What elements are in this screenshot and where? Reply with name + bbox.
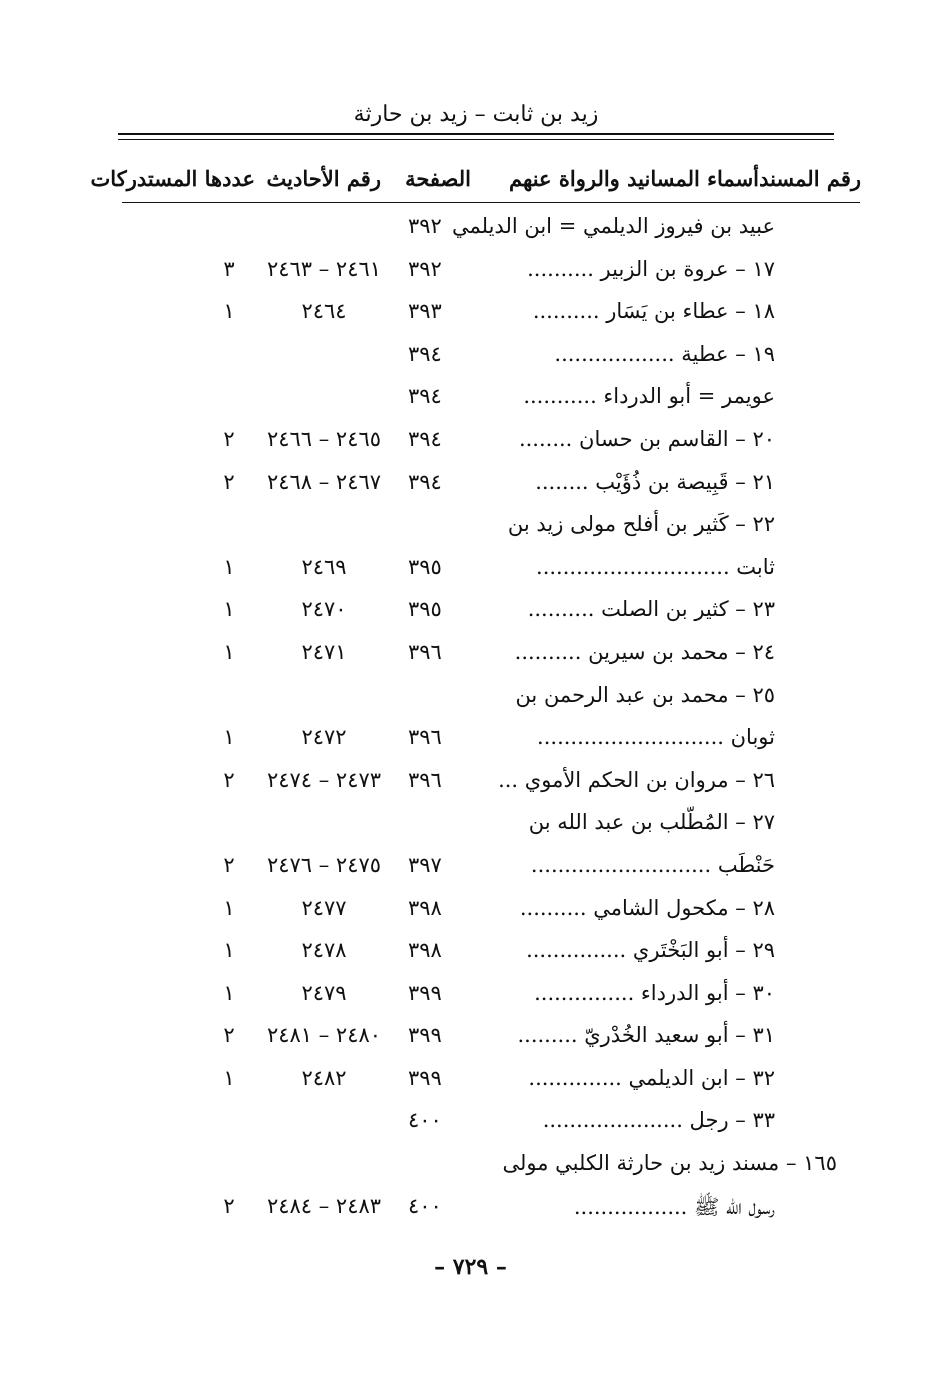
index-row (0, 1151, 941, 1194)
index-row (0, 1023, 941, 1066)
entry-count: ١ (223, 299, 235, 324)
entry-name: حَنْطَب ........................... (530, 852, 775, 877)
entry-name: ٢٦ – مروان بن الحكم الأموي ... (498, 767, 775, 792)
header-rule-thin (118, 139, 834, 140)
entry-count: ١ (223, 597, 235, 622)
entry-name: ٣٠ – أبو الدرداء ............... (534, 980, 775, 1005)
entry-page: ٣٩٢ (408, 256, 442, 281)
entry-hadith-numbers: ٢٤٧٨ (301, 938, 347, 963)
entry-page: ٣٩٦ (408, 725, 442, 750)
entry-name: رسول الله ﷺ ................. (573, 1194, 775, 1219)
entry-name: عبيد بن فيروز الديلمي = ابن الديلمي (451, 214, 775, 238)
entry-page: ٣٩٩ (408, 1065, 442, 1090)
entry-hadith-numbers: ٢٤٦١ – ٢٤٦٣ (266, 256, 382, 281)
entry-count: ١ (223, 980, 235, 1005)
entry-page: ٣٩٦ (408, 639, 442, 664)
entry-name: ٢٨ – مكحول الشامي .......... (519, 895, 775, 920)
index-row (0, 342, 941, 385)
entry-page: ٣٩٧ (408, 852, 442, 877)
index-row (0, 555, 941, 598)
entry-name: ٣١ – أبو سعيد الخُدْريّ ......... (517, 1023, 775, 1048)
entry-hadith-numbers: ٢٤٦٥ – ٢٤٦٦ (266, 426, 382, 451)
entry-count: ٢ (223, 1023, 235, 1048)
entry-hadith-numbers: ٢٤٧٩ (301, 980, 347, 1005)
running-title: زيد بن ثابت – زيد بن حارثة (353, 102, 599, 127)
index-row (0, 981, 941, 1024)
entry-name: ٢٧ – المُطّلب بن عبد الله بن (528, 810, 775, 835)
entry-name: ١٧ – عروة بن الزبير .......... (527, 256, 775, 281)
entry-count: ١ (223, 1065, 235, 1090)
entry-count: ٢ (223, 469, 235, 494)
entry-name: ٢٣ – كثير بن الصلت .......... (527, 597, 775, 622)
page-number: – ٧٢٩ – (434, 1254, 507, 1280)
entry-name: ١٦٥ – مسند زيد بن حارثة الكلبي مولى (502, 1151, 837, 1176)
entry-name: ٢١ – قَبِيصة بن ذُؤَيْب ........ (535, 469, 775, 494)
header-page: الصفحة (405, 166, 471, 191)
entry-hadith-numbers: ٢٤٨٣ – ٢٤٨٤ (266, 1193, 382, 1218)
entry-name: ٢٥ – محمد بن عبد الرحمن بن (515, 682, 775, 707)
entry-page: ٣٩٨ (408, 938, 442, 963)
entry-name: ١٨ – عطاء بن يَسَار .......... (532, 299, 775, 324)
entry-name: ثوبان ............................ (537, 725, 775, 750)
entry-count: ١ (223, 938, 235, 963)
entry-page: ٤٠٠ (408, 1108, 442, 1133)
index-row (0, 299, 941, 342)
entry-count: ٢ (223, 426, 235, 451)
entry-hadith-numbers: ٢٤٧٢ (301, 725, 347, 750)
index-row (0, 470, 941, 513)
entry-page: ٣٩٤ (408, 469, 442, 494)
index-row (0, 810, 941, 853)
index-row (0, 427, 941, 470)
entry-name: ٢٩ – أبو البَخْتَري ............... (526, 938, 775, 963)
index-table (0, 214, 941, 1236)
entry-hadith-numbers: ٢٤٧١ (301, 639, 347, 664)
column-header-rule (122, 202, 860, 203)
entry-page: ٣٩٤ (408, 426, 442, 451)
entry-count: ١ (223, 554, 235, 579)
entry-name: ٢٠ – القاسم بن حسان ........ (518, 426, 775, 451)
entry-name: عويمر = أبو الدرداء ........... (523, 384, 775, 409)
entry-page: ٣٩٣ (408, 299, 442, 324)
entry-page: ٤٠٠ (408, 1193, 442, 1218)
entry-name: ٣٣ – رجل ..................... (542, 1108, 775, 1133)
index-row (0, 257, 941, 300)
index-row (0, 896, 941, 939)
entry-name: ٢٢ – كَثير بن أفلح مولى زيد بن (507, 512, 775, 537)
entry-hadith-numbers: ٢٤٨٢ (301, 1065, 347, 1090)
index-row (0, 1108, 941, 1151)
entry-count: ٢ (223, 767, 235, 792)
entry-page: ٣٩٥ (408, 597, 442, 622)
entry-count: ١ (223, 895, 235, 920)
index-row (0, 683, 941, 726)
index-row (0, 853, 941, 896)
entry-hadith-numbers: ٢٤٧٠ (301, 597, 347, 622)
column-headers (0, 166, 941, 200)
entry-hadith-numbers: ٢٤٧٥ – ٢٤٧٦ (266, 852, 382, 877)
index-row (0, 597, 941, 640)
entry-name: ١٩ – عطية .................. (554, 341, 775, 366)
index-row (0, 938, 941, 981)
entry-hadith-numbers: ٢٤٦٧ – ٢٤٦٨ (266, 469, 382, 494)
entry-page: ٣٩٢ (408, 214, 442, 238)
header-hadith-numbers: رقم الأحاديث (266, 166, 381, 191)
header-count: عددها المستدركات (90, 166, 255, 191)
index-row (0, 768, 941, 811)
index-row (0, 384, 941, 427)
header-musnad-number: رقم المسند (759, 166, 861, 191)
header-rule-thick (118, 133, 834, 135)
index-row (0, 1066, 941, 1109)
entry-page: ٣٩٤ (408, 384, 442, 409)
entry-name: ٣٢ – ابن الديلمي .............. (528, 1065, 775, 1090)
entry-page: ٣٩٦ (408, 767, 442, 792)
entry-hadith-numbers: ٢٤٦٤ (301, 299, 347, 324)
entry-page: ٣٩٨ (408, 895, 442, 920)
index-row (0, 512, 941, 555)
index-row (0, 1194, 941, 1237)
entry-count: ٣ (223, 256, 235, 281)
entry-hadith-numbers: ٢٤٨٠ – ٢٤٨١ (266, 1023, 382, 1048)
entry-page: ٣٩٩ (408, 1023, 442, 1048)
entry-name: ٢٤ – محمد بن سيرين .......... (514, 639, 775, 664)
entry-count: ١ (223, 725, 235, 750)
entry-count: ٢ (223, 1193, 235, 1218)
index-row (0, 640, 941, 683)
index-row (0, 725, 941, 768)
index-row (0, 214, 941, 257)
entry-page: ٣٩٩ (408, 980, 442, 1005)
entry-count: ٢ (223, 852, 235, 877)
entry-hadith-numbers: ٢٤٧٧ (301, 895, 347, 920)
entry-name: ثابت ............................. (536, 554, 775, 579)
entry-hadith-numbers: ٢٤٦٩ (301, 554, 347, 579)
entry-page: ٣٩٥ (408, 554, 442, 579)
entry-page: ٣٩٤ (408, 341, 442, 366)
entry-count: ١ (223, 639, 235, 664)
entry-hadith-numbers: ٢٤٧٣ – ٢٤٧٤ (266, 767, 382, 792)
header-names: أسماء المسانيد والرواة عنهم (509, 166, 759, 191)
